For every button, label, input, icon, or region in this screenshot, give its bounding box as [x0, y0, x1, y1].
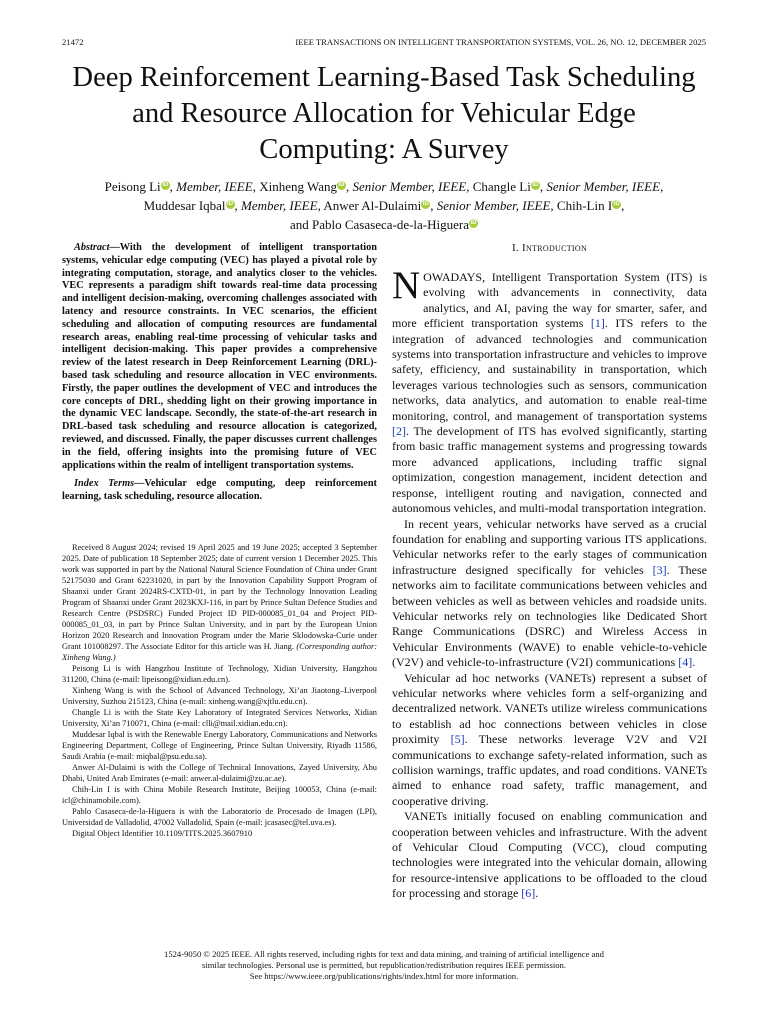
body-text: .	[692, 655, 696, 670]
body-paragraph	[392, 264, 707, 517]
body-text: . ITS refers to the integration of advanced technologies and communication systems into transportation infrastructure and vehicles to improve safety, efficiency, and sustainability in transportation, which leverages various technologies such as sensors, communication networks, data analytics, and automation to enable real-time monitoring, control, and management of transportation systems	[392, 316, 707, 423]
abstract	[62, 242, 377, 472]
citation-link[interactable]: [2]	[392, 424, 406, 439]
body-text: . These networks leverage V2V and V2I communications to exchange safety-related information, such as collision warnings, traffic updates, and road conditions. VANETs aimed to enhance road safety, traffic management, and cooperative driving.	[392, 732, 707, 808]
section-heading	[392, 242, 707, 254]
affiliation: Xinheng Wang is with the School of Advanced Technology, Xi’an Jiaotong–Liverpool University, Suzhou 215123, China (e-mail: xinheng.wang@xjtlu.edu.cn).	[62, 685, 377, 706]
left-column	[62, 242, 377, 839]
index-terms-lead: Index Terms	[74, 478, 135, 490]
abstract-text: —With the development of intelligent transportation systems, vehicular edge computing (VEC) has played a pivotal role by integrating computation, storage, and analytics closer to the vehicles. VEC represents a paradigm shift towards real-time data processing and intelligent decision-making, overcoming challenges associated with latency and resource constraints. In VEC scenarios, the efficient scheduling and allocation of computing resources are fundamental research areas, enabling real-time processing of vehicular tasks and intelligent decision-making. This paper provides a comprehensive review of the latest research in Deep Reinforcement Learning (DRL)-based task scheduling and resource allocation in VEC environments. Firstly, the paper outlines the development of VEC and introduces the core concepts of DRL, shedding light on their growing importance in the dynamic VEC landscape. Secondly, the state-of-the-art research in DRL-based task scheduling and resource allocation is categorized, reviewed, and discussed. Finally, the paper discusses current challenges in the field, offering insights into the promising future of VEC applications within the realm of intelligent transportation systems.	[62, 242, 377, 471]
doi: Digital Object Identifier 10.1109/TITS.2025.3607910	[72, 828, 253, 838]
affiliation: Peisong Li is with Hangzhou Institute of Technology, Xidian University, Hangzhou 311200, China (e-mail: lipeisong@xidian.edu.cn).	[62, 663, 377, 684]
author-role: Senior Member, IEEE	[352, 179, 467, 194]
footer-line: See https://www.ieee.org/publications/rights/index.html for more information.	[249, 971, 519, 982]
abstract-lead: Abstract	[74, 242, 110, 253]
author-role: Member, IEEE	[241, 198, 318, 213]
body-paragraph	[392, 809, 707, 901]
affiliation: Changle Li is with the State Key Laboratory of Integrated Services Networks, Xidian University, Xi’an 710071, China (e-mail: clli@mail.xidian.edu.cn).	[62, 707, 377, 728]
affiliation: Pablo Casaseca-de-la-Higuera is with the Laboratorio de Procesado de Imagen (LPI), Universidad de Valladolid, 47002 Valladolid, Spain (e-mail: jcasasec@tel.uva.es).	[62, 806, 377, 827]
footnotes	[62, 542, 377, 839]
section-number: I.	[511, 242, 519, 254]
body-text: .	[535, 886, 539, 901]
author-role: Senior Member, IEEE	[436, 198, 551, 213]
author-name: Chih-Lin I	[556, 198, 613, 213]
running-header	[62, 37, 706, 51]
corresponding-author: (Corresponding author: Xinheng Wang.)	[62, 641, 378, 662]
author-list: Peisong Li iD , Member, IEEE, Xinheng Wang iD , Senior Member, IEEE, Changle Li iD , Senior Member, IEEE, Muddesar Iqbal iD , Member, IEEE, Anwer Al-Dulaimi iD , Senior Member, IEEE, Chih-Lin I iD , and Pablo Casaseca-de-la-Higuera iD	[104, 179, 664, 232]
section-body	[392, 264, 708, 902]
body-text: VANETs initially focused on enabling communication and cooperation between vehicles and infrastructure. With the advent of Vehicular Cloud Computing (VCC), cloud computing technologies were integrated into the vehicular domain, allowing for resource-intensive applications to be offloaded to the cloud for processing and storage	[392, 809, 707, 901]
copyright-footer	[62, 949, 706, 983]
orcid-icon: iD	[227, 201, 234, 207]
section-title: Introduction	[522, 242, 588, 254]
author-name: Peisong Li	[104, 179, 161, 194]
orcid-icon: iD	[338, 182, 345, 188]
right-column	[392, 242, 707, 902]
affiliation-list	[62, 663, 377, 828]
footer-line: similar technologies. Personal use is permitted, but republication/redistribution requires IEEE permission.	[202, 960, 566, 971]
affiliation: Muddesar Iqbal is with the Renewable Energy Laboratory, Communications and Networks Engineering Department, College of Engineering, Prince Sultan University, Riyadh 11586, Saudi Arabia (e-mail: miqbal@psu.edu.sa).	[62, 729, 377, 761]
orcid-icon: iD	[532, 182, 539, 188]
author-name: Pablo Casaseca-de-la-Higuera	[312, 217, 470, 232]
author-name: Changle Li	[472, 179, 531, 194]
body-text: In recent years, vehicular networks have served as a crucial foundation for enabling and supporting various ITS applications. Vehicular networks refer to the early stages of communication infrastructure designed specifically for vehicles	[392, 516, 707, 577]
index-terms-text: —Vehicular edge computing, deep reinforcement learning, task scheduling, resource allocation.	[62, 478, 377, 503]
citation-link[interactable]: [5]	[450, 732, 465, 747]
body-text: OWADAYS, Intelligent Transportation System (ITS) is evolving with advancements in connectivity, data analytics, and AI, paving the way for smarter, safer, and more efficient transportation systems	[392, 270, 707, 331]
paper-title: Deep Reinforcement Learning-Based Task Scheduling and Resource Allocation for Vehicular Edge Computing: A Survey	[72, 62, 696, 165]
index-terms	[62, 478, 377, 504]
author-role: Member, IEEE	[176, 179, 253, 194]
orcid-icon: iD	[613, 201, 620, 207]
citation-link[interactable]: [1]	[590, 316, 605, 331]
received-note	[62, 542, 377, 663]
author-name: Xinheng Wang	[259, 179, 337, 194]
citation-link[interactable]: [4]	[678, 655, 693, 670]
drop-cap: N	[392, 264, 421, 307]
affiliation: Anwer Al-Dulaimi is with the College of Technical Innovations, Zayed University, Abu Dhabi, United Arab Emirates (e-mail: anwer.al-dulaimi@zu.ac.ae).	[62, 762, 377, 783]
body-paragraph	[392, 671, 707, 810]
body-text: . The development of ITS has evolved significantly, starting from basic traffic management systems and progressing towards more advanced applications, including traffic signal optimization, congestion management, incident detection and response, intelligent routing and navigation, connected and autonomous vehicles, and multi-modal transportation integration.	[392, 424, 707, 516]
orcid-icon: iD	[470, 220, 477, 226]
body-text: . These networks aim to facilitate communications between vehicles and between vehicles as well as between vehicles and roadside units. Vehicular networks rely on technologies like Dedicated Short Range Communications (DSRC) and Wireless Access in Vehicular Environments (WAVE) to enable vehicle-to-vehicle (V2V) and vehicle-to-infrastructure (V2I) communications	[392, 562, 708, 670]
author-name: Anwer Al-Dulaimi	[323, 198, 422, 213]
orcid-icon: iD	[422, 201, 429, 207]
footer-line: 1524-9050 © 2025 IEEE. All rights reserved, including rights for text and data mining, and training of artificial intelligence and	[164, 949, 604, 959]
body-paragraph	[392, 517, 707, 671]
body-text: Vehicular ad hoc networks (VANETs) represent a subset of vehicular networks where vehicles form a self-organizing and decentralized network. VANETs utilize wireless communications to establish ad hoc connections between vehicles in close proximity	[392, 670, 707, 747]
author-name: Muddesar Iqbal	[143, 198, 226, 213]
received-text: Received 8 August 2024; revised 19 April 2025 and 19 June 2025; accepted 3 September 2025. Date of publication 18 September 2025; date of current version 1 December 2025. This work was supported in part by the National Natural Science Foundation of China under Grant 52175030 and Grant 62231020, in part by the Innovation Capability Support Program of Shaanxi under Grant 2024RS-CXTD-01, in part by the Technology Innovation Leading Program of Shaanxi under Grant 2023KXJ-116, in part by Prince Sultan Defence Studies and Research Centre (PSDSRC) Funded Project ID PID-000085_01_04 and Project PID-000085_01_03, in part by Prince Sultan University, and in part by the European Union Horizon 2020 Research and Innovation Program under the Marie Sklodowska-Curie under Grant 101008297. The Associate Editor for this article was H. Jiang.	[62, 542, 377, 651]
citation-link[interactable]: [3]	[652, 562, 667, 577]
author-role: Senior Member, IEEE	[546, 179, 661, 194]
citation-link[interactable]: [6]	[521, 886, 536, 901]
journal-name: IEEE TRANSACTIONS ON INTELLIGENT TRANSPORTATION SYSTEMS, VOL. 26, NO. 12, DECEMBER 2025	[295, 37, 706, 47]
page-number: 21472	[62, 37, 84, 47]
orcid-icon: iD	[162, 182, 169, 188]
affiliation: Chih-Lin I is with China Mobile Research Institute, Beijing 100053, China (e-mail: icl@chinamobile.com).	[62, 784, 377, 805]
author-connector: and	[289, 217, 312, 232]
